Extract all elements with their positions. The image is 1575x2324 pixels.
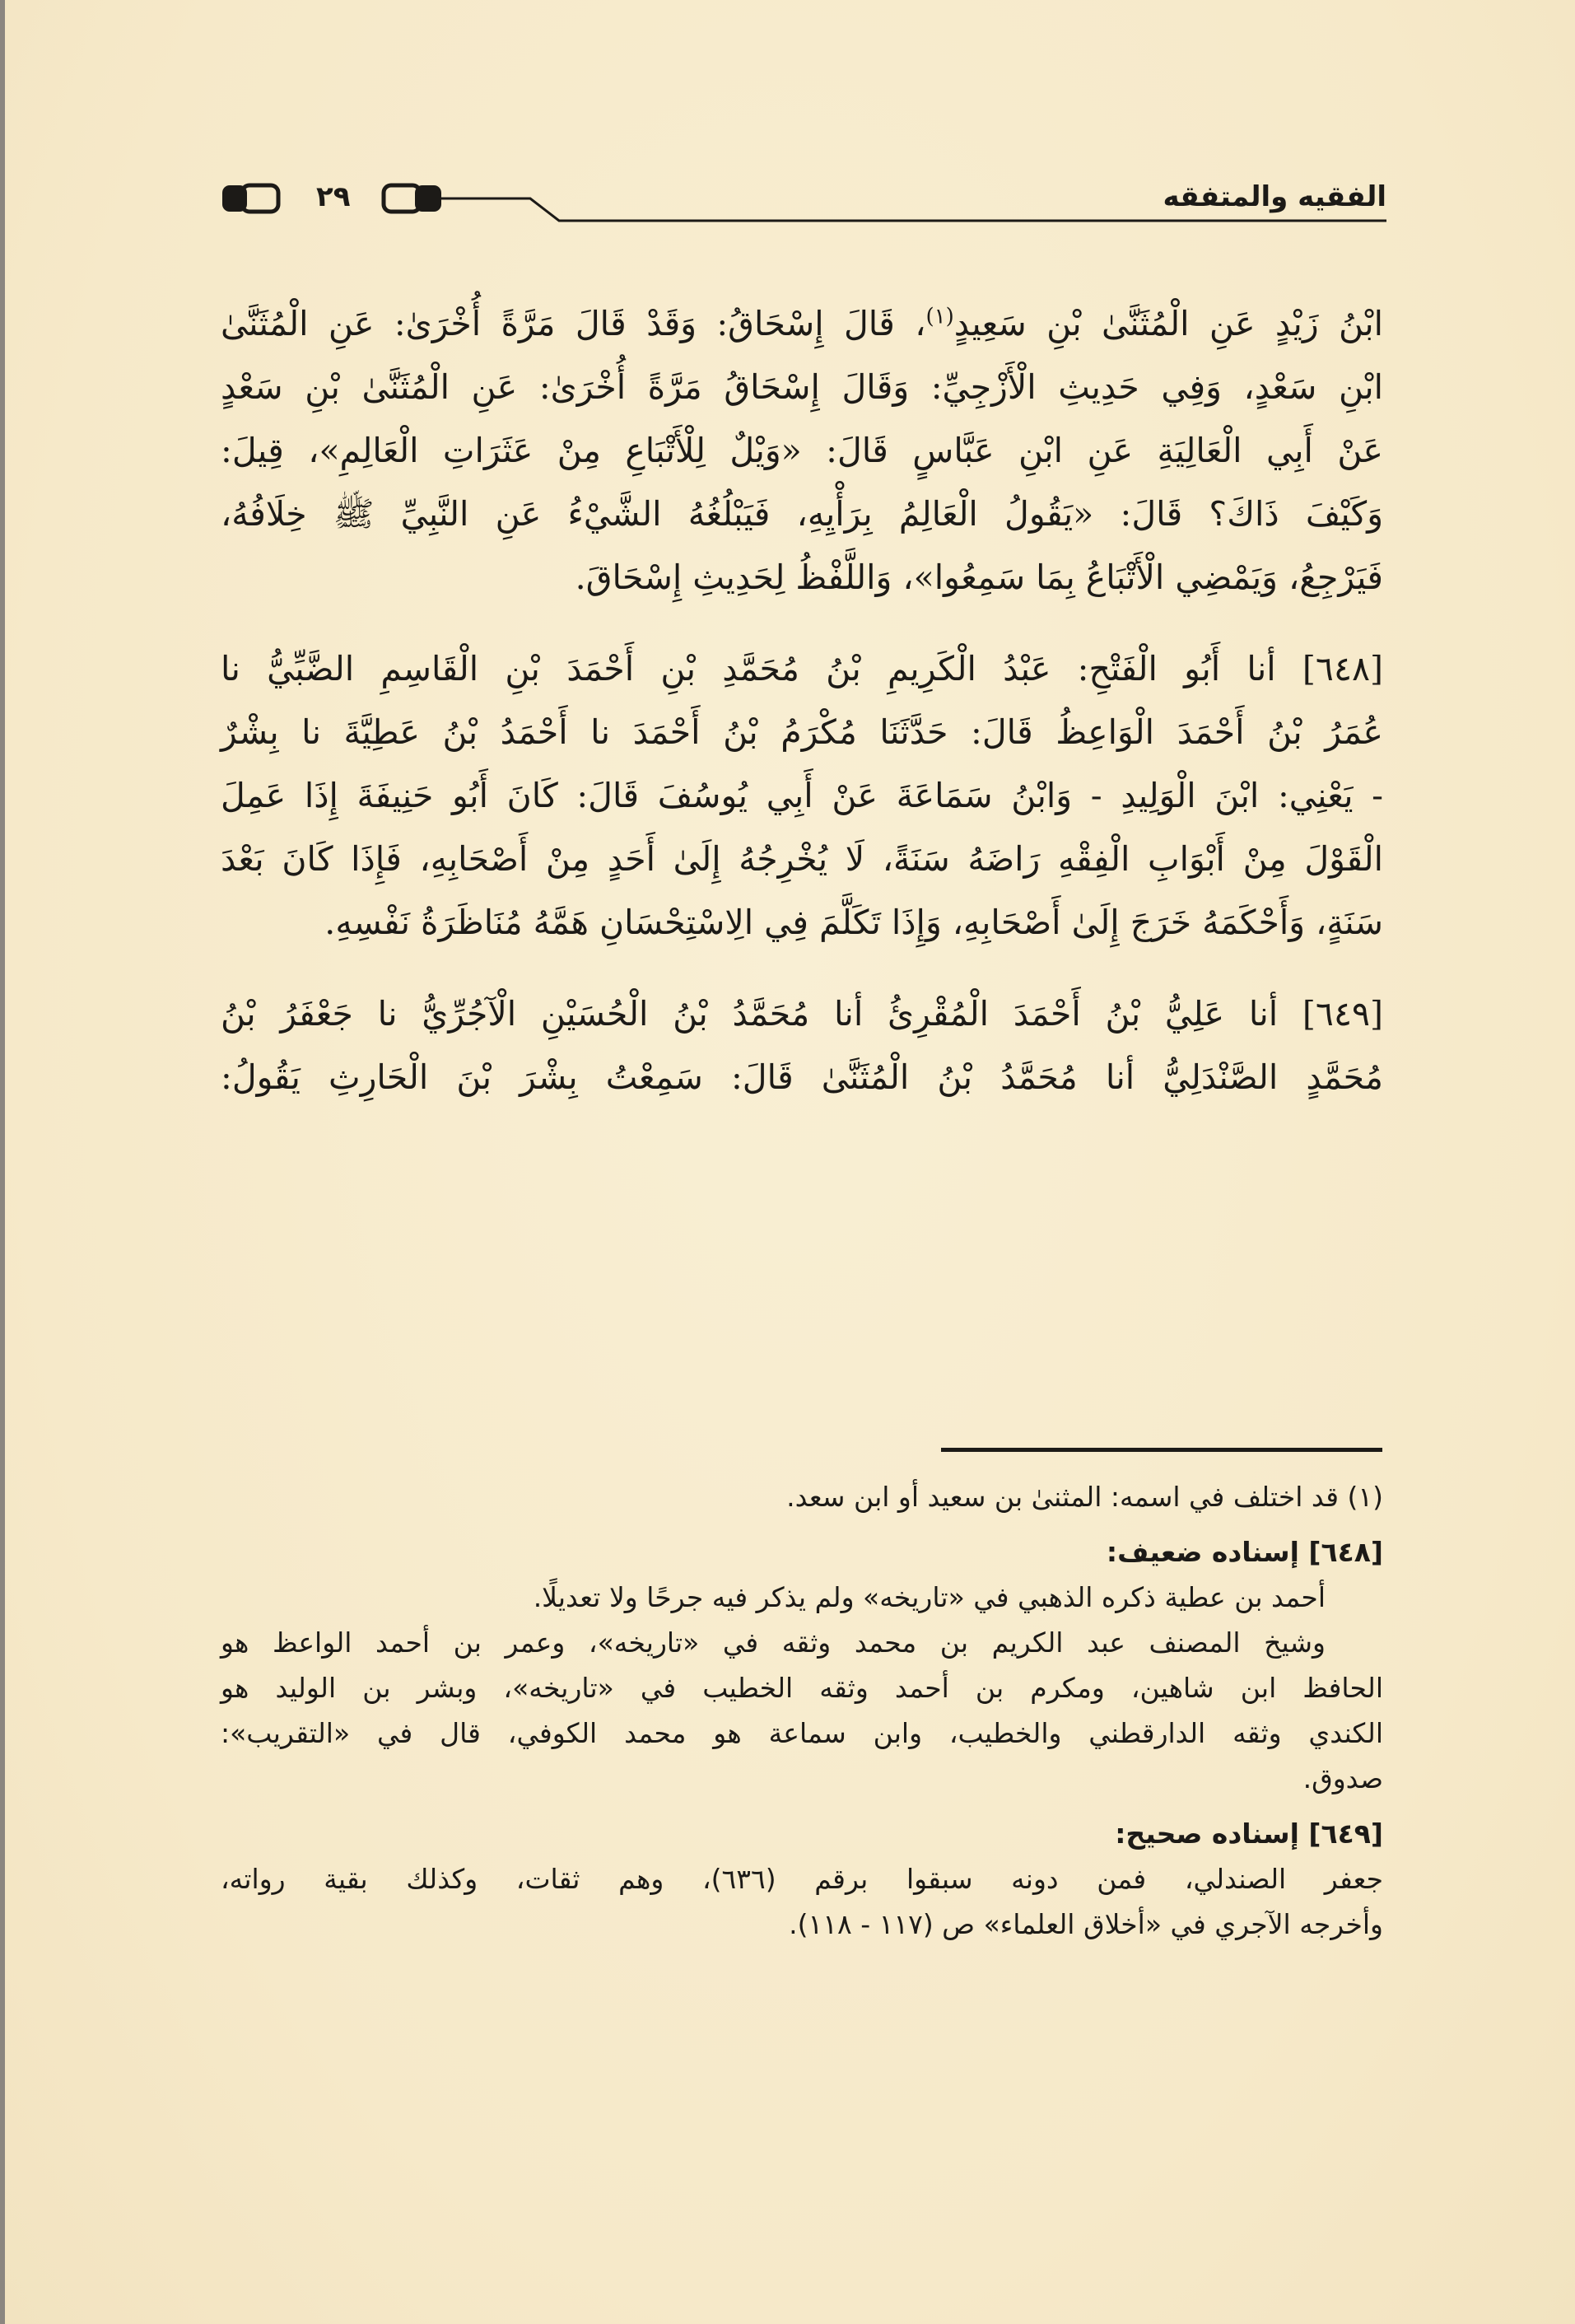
footnote-line: أحمد بن عطية ذكره الذهبي في «تاريخه» ولم يذكر فيه جرحًا ولا تعديلًا. xyxy=(533,1581,1326,1613)
footnote-648-heading: [٦٤٨] إسناده ضعيف: xyxy=(1106,1536,1383,1568)
page-header xyxy=(217,177,1386,235)
text-line: ابْنُ زَيْدٍ عَنِ الْمُثَنَّىٰ بْنِ سَعِيدٍ$^{(١)}$، قَالَ إِسْحَاقُ: وَقَدْ قَالَ مَرَّةً أُخْرَىٰ: عَنِ الْمُثَنَّىٰ xyxy=(221,304,1383,343)
main-text xyxy=(221,292,1383,1109)
text-line: سَنَةٍ، وَأَحْكَمَهُ خَرَجَ إِلَىٰ أَصْحَابِهِ، وَإِذَا تَكَلَّمَ فِي الِاسْتِحْسَانِ هَمَّهُ مُنَاظَرَةُ نَفْسِهِ. xyxy=(324,903,1383,942)
footnote-line: وشيخ المصنف عبد الكريم بن محمد وثقه في «تاريخه»، وعمر بن أحمد الواعظ هو xyxy=(221,1626,1326,1659)
footnote-divider xyxy=(941,1448,1382,1452)
text-line: الْقَوْلَ مِنْ أَبْوَابِ الْفِقْهِ رَاضَهُ سَنَةً، لَا يُخْرِجُهُ إِلَىٰ أَحَدٍ مِنْ أَصْحَابِهِ، فَإِذَا كَانَ بَعْدَ xyxy=(221,839,1383,879)
ornament-ring-right xyxy=(384,185,420,212)
page-number: ٢٩ xyxy=(316,180,351,213)
text-line: وَكَيْفَ ذَاكَ؟ قَالَ: «يَقُولُ الْعَالِمُ بِرَأْيِهِ، فَيَبْلُغُهُ الشَّيْءُ عَنِ النَّبِيِّ ﷺ خِلَافُهُ، xyxy=(221,494,1383,534)
text-line: [٦٤٨] أنا أَبُو الْفَتْحِ: عَبْدُ الْكَرِيمِ بْنُ مُحَمَّدِ بْنِ أَحْمَدَ بْنِ الْقَاسِمِ الضَّبِّيُّ نا xyxy=(221,649,1383,688)
text-line: عُمَرُ بْنُ أَحْمَدَ الْوَاعِظُ قَالَ: حَدَّثَنَا مُكْرَمُ بْنُ أَحْمَدَ نا أَحْمَدُ بْنُ عَطِيَّةَ نا بِشْرٌ xyxy=(221,712,1383,752)
footnote-line: الحافظ ابن شاهين، ومكرم بن أحمد وثقه الخطيب في «تاريخه»، وبشر بن الوليد هو xyxy=(221,1672,1383,1704)
footnote-line: صدوق. xyxy=(1302,1762,1383,1794)
text-line: ابْنِ سَعْدٍ، وَفِي حَدِيثِ الْأَزْجِيِّ: وَقَالَ إِسْحَاقُ مَرَّةً أُخْرَىٰ: عَنِ الْمُثَنَّىٰ بْنِ سَعْدٍ xyxy=(221,367,1383,407)
book-page xyxy=(5,0,1575,2324)
footnote-1: (١) قد اختلف في اسمه: المثنىٰ بن سعيد أو ابن سعد. xyxy=(786,1481,1383,1513)
paragraph-continuation xyxy=(221,292,1383,609)
text-line: [٦٤٩] أنا عَلِيُّ بْنُ أَحْمَدَ الْمُقْرِئُ أنا مُحَمَّدُ بْنُ الْحُسَيْنِ الْآجُرِّيُّ نا جَعْفَرُ بْنُ xyxy=(221,994,1383,1034)
footnote-649-heading: [٦٤٩] إسناده صحيح: xyxy=(1115,1818,1383,1850)
text-line: فَيَرْجِعُ، وَيَمْضِي الْأَتْبَاعُ بِمَا سَمِعُوا»، وَاللَّفْظُ لِحَدِيثِ إِسْحَاقَ. xyxy=(575,558,1383,597)
footnote-line: الكندي وثقه الدارقطني والخطيب، وابن سماعة هو محمد الكوفي، قال في «التقريب»: xyxy=(221,1717,1383,1749)
ornament-ring-left xyxy=(242,185,278,212)
footnote-ref-1[interactable]: (١) xyxy=(925,304,954,329)
running-title: الفقيه والمتفقه xyxy=(1163,180,1386,213)
footnote-line: جعفر الصندلي، فمن دونه سبقوا برقم (٦٣٦)، وهم ثقات، وكذلك بقية رواته، xyxy=(221,1863,1384,1895)
text-line: عَنْ أَبِي الْعَالِيَةِ عَنِ ابْنِ عَبَّاسٍ قَالَ: «وَيْلٌ لِلْأَتْبَاعِ مِنْ عَثَرَاتِ الْعَالِمِ»، قِيلَ: xyxy=(221,431,1383,470)
footnote-line: وأخرجه الآجري في «أخلاق العلماء» ص (١١٧ - ١١٨). xyxy=(789,1908,1383,1940)
text-line: - يَعْنِي: ابْنَ الْوَلِيدِ - وَابْنُ سَمَاعَةَ عَنْ أَبِي يُوسُفَ قَالَ: كَانَ أَبُو حَنِيفَةَ إِذَا عَمِلَ xyxy=(221,776,1383,815)
ornament-block-right xyxy=(415,185,441,212)
paragraph-649 xyxy=(221,982,1383,1109)
text-line: مُحَمَّدٍ الصَّنْدَلِيُّ أنا مُحَمَّدُ بْنُ الْمُثَنَّىٰ قَالَ: سَمِعْتُ بِشْرَ بْنَ الْحَارِثِ يَقُولُ: xyxy=(221,1057,1383,1097)
paragraph-648 xyxy=(221,637,1383,954)
footnotes xyxy=(221,1474,1383,1947)
